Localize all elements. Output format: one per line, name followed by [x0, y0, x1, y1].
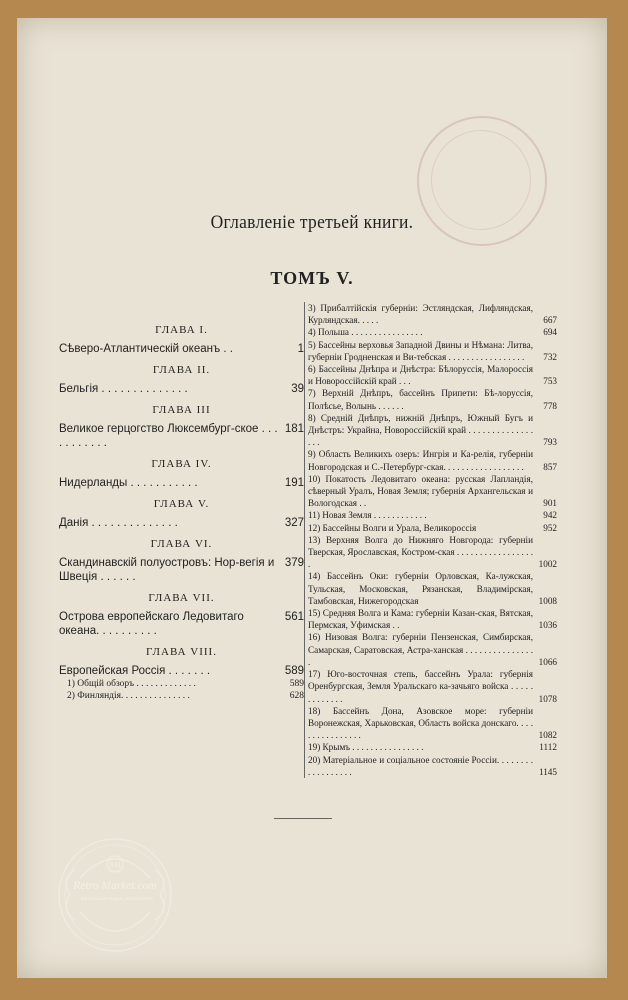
toc-entry [59, 610, 304, 638]
monogram: RM [109, 861, 121, 869]
chapter-heading: ГЛАВА I. [155, 324, 208, 336]
toc-entry [308, 339, 557, 363]
toc-entry-page: 1078 [538, 693, 557, 704]
chapter-heading: ГЛАВА VI. [150, 538, 213, 550]
toc-entry [308, 473, 557, 510]
toc-entry [308, 754, 557, 778]
toc-entry-page: 589 [289, 679, 304, 689]
chapter-heading: ГЛАВА IV. [151, 458, 212, 470]
toc-entry-title: 9) Область Великихъ озеръ: Ингрія и Ка-релія, губерніи Новгородская и С.-Петербург-ская. . . . . . . . . . . . . . . . . . [308, 449, 533, 472]
toc-entry [308, 631, 557, 668]
toc-entry-page: 1002 [538, 559, 557, 570]
divider [274, 818, 332, 819]
toc-entry [308, 412, 557, 449]
toc-entry-title: 19) Крымъ . . . . . . . . . . . . . . . . [308, 742, 424, 753]
toc-entry [59, 382, 304, 396]
toc-entry [308, 363, 557, 387]
toc-entry-title: 2) Финляндія. . . . . . . . . . . . . . . [67, 691, 190, 701]
toc-entry-page: 327 [284, 517, 304, 529]
toc-entry [308, 509, 557, 521]
chapter-heading: ГЛАВА III [152, 404, 211, 416]
toc-entry-title: 17) Юго-восточная степь, бассейнъ Урала: губернія Оренбургская, Земля Уральскаго ка-зачьяго войска . . . . . . . . . . . . . [308, 669, 533, 704]
toc-entry-page: 1082 [538, 730, 557, 741]
toc-entry-title: 20) Матеріальное и соціальное состояніе Россіи. . . . . . . . . . . . . . . . . . [308, 754, 533, 777]
toc-entry-title: Данія . . . . . . . . . . . . . . [59, 517, 178, 529]
toc-entry-title: 7) Верхній Днѣпръ, бассейнъ Припети: Бѣ-лоруссія, Полѣсье, Волынь . . . . . . [308, 388, 533, 411]
toc-entry-page: 667 [543, 315, 557, 326]
toc-entry-title: Великое герцогство Люксембург-ское . . . . . . . . . . . [59, 423, 278, 449]
page-title: Оглавленіе третьей книги. [210, 212, 414, 233]
toc-entry [59, 516, 304, 530]
toc-entry-title: 11) Новая Земля . . . . . . . . . . . . [308, 510, 427, 521]
toc-entry-title: 14) Бассейнъ Оки: губерніи Орловская, Ка-лужская, Тульская, Московская, Рязанская, Владимірская, Тамбовская, Нижегородская [308, 571, 533, 606]
toc-entry-title: Острова европейскаго Ледовитаго океана. . . . . . . . . . [59, 611, 244, 637]
toc-entry-page: 379 [284, 557, 304, 569]
toc-entry-title: 8) Средній Днѣпръ, нижній Днѣпръ, Южный Бугъ и Днѣстръ: Украйна, Новороссійскій край . . . . . . . . . . . . . . . . . [308, 412, 533, 448]
chapter-heading: ГЛАВА V. [153, 498, 210, 510]
toc-entry-title: Сѣверо-Атлантическій океанъ . . [59, 343, 233, 355]
toc-entry-page: 628 [289, 691, 304, 701]
toc-entry [308, 570, 557, 607]
toc-entry-title: 10) Покатость Ледовитаго океана: русская Лапландія, сѣверный Уралъ, Новая Земля; губернія Архангельская и Вологодская . . [308, 473, 533, 509]
toc-entry-page: 1008 [538, 595, 557, 606]
toc-entry-title: 6) Бассейны Днѣпра и Днѣстра: Бѣлоруссія, Малороссія и Новороссійскій край . . . [308, 364, 533, 387]
toc-entry [308, 705, 557, 742]
toc-entry [59, 422, 304, 450]
toc-left-column [59, 316, 304, 702]
toc-entry [59, 342, 304, 356]
toc-entry-title: 15) Средняя Волга и Кама: губерніи Казан-ская, Вятская, Пермская, Уфимская . . [308, 608, 533, 631]
toc-entry-title: 16) Низовая Волга: губерніи Пензенская, Симбирская, Самарская, Саратовская, Астра-ханская . . . . . . . . . . . . . . . . [308, 632, 533, 667]
toc-entry [59, 664, 304, 678]
toc-entry-page: 1066 [538, 656, 557, 667]
toc-right-column [304, 302, 557, 778]
toc-entry-title: 5) Бассейны верховья Западной Двины и Нѣмана: Литва, губерніи Гродненская и Ви-тебская . . . . . . . . . . . . . . . . . [308, 339, 533, 362]
toc-entry-page: 39 [291, 383, 304, 395]
toc-entry-page: 793 [543, 437, 557, 448]
toc-entry [308, 534, 557, 571]
toc-entry-page: 191 [284, 477, 304, 489]
toc-entry-page: 952 [543, 522, 557, 533]
toc-entry [308, 302, 557, 326]
toc-entry-page: 753 [543, 376, 557, 387]
volume-title: ТОМЪ V. [270, 268, 354, 288]
watermark-logo [40, 820, 190, 970]
toc-entry [308, 387, 557, 411]
toc-entry [308, 326, 557, 338]
chapter-heading: ГЛАВА VII. [148, 592, 215, 604]
toc-entry-page: 732 [543, 351, 557, 362]
toc-entry-title: Скандинавскій полуостровъ: Нор-вегія и Швеція . . . . . . [59, 557, 275, 583]
chapter-heading: ГЛАВА II. [152, 364, 211, 376]
toc-entry-title: 12) Бассейны Волги и Урала, Великороссія [308, 522, 477, 533]
toc-entry-page: 694 [543, 327, 557, 338]
toc-entry-page: 901 [543, 498, 557, 509]
toc-entry-page: 778 [543, 400, 557, 411]
toc-entry-title: Европейская Россія . . . . . . . [59, 665, 211, 677]
toc-entry-page: 589 [284, 665, 304, 677]
toc-entry [308, 607, 557, 631]
toc-entry [308, 668, 557, 705]
toc-entry-page: 1 [297, 343, 304, 355]
toc-entry [308, 448, 557, 472]
toc-entry-page: 1112 [539, 742, 557, 753]
watermark-tagline: ВИНТАЖНЫЕ РЕДКИЕ ЭКЗЕМПЛЯРЫ [80, 896, 154, 901]
toc-entry-title: Бельгія . . . . . . . . . . . . . . [59, 383, 188, 395]
toc-entry [308, 741, 557, 753]
watermark-brand: Retro Market.com [73, 880, 157, 892]
toc-entry [308, 522, 557, 534]
toc-entry-title: 4) Польша . . . . . . . . . . . . . . . . [308, 327, 423, 338]
toc-subentry [59, 678, 304, 690]
toc-entry [59, 556, 304, 584]
toc-entry-title: 13) Верхняя Волга до Нижняго Новгорода: губерніи Тверская, Ярославская, Костром-ская . . . . . . . . . . . . . . . . . . [308, 534, 533, 570]
toc-entry-title: 18) Бассейнъ Дона, Азовское море: губерніи Воронежская, Харьковская, Область войска донскаго. . . . . . . . . . . . . . . . [308, 705, 533, 741]
toc-entry-page: 561 [284, 611, 304, 623]
toc-entry-page: 1036 [538, 620, 557, 631]
chapter-heading: ГЛАВА VIII. [146, 646, 217, 658]
toc-entry-title: 3) Прибалтійскія губерніи: Эстляндская, Лифляндская, Курляндская. . . . . [308, 303, 533, 326]
toc-entry-page: 1145 [538, 766, 557, 777]
toc-entry-page: 857 [543, 461, 557, 472]
toc-entry-page: 181 [284, 423, 304, 435]
toc-entry-title: Нидерланды . . . . . . . . . . . [59, 477, 198, 489]
toc-entry [59, 476, 304, 490]
toc-entry-page: 942 [543, 510, 557, 521]
toc-entry-title: 1) Общій обзоръ . . . . . . . . . . . . . [67, 679, 196, 689]
toc-subentry [59, 690, 304, 702]
